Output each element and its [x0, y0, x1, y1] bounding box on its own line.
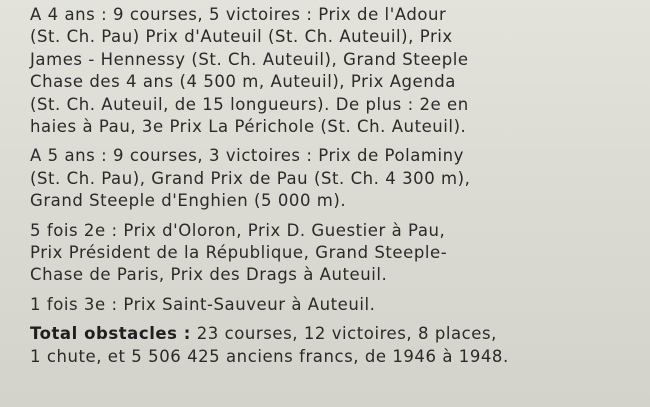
text-line: (St. Ch. Pau), Grand Prix de Pau (St. Ch. 4 300 m), [30, 168, 471, 188]
text-line: Grand Steeple d'Enghien (5 000 m). [30, 191, 347, 211]
text-line: Chase des 4 ans (4 500 m, Auteuil), Prix Agenda [30, 72, 456, 92]
text-line: haies à Pau, 3e Prix La Périchole (St. Ch. Auteuil). [30, 117, 467, 137]
text-line: James - Hennessy (St. Ch. Auteuil), Grand Steeple [30, 49, 469, 69]
text-line: (St. Ch. Auteuil, de 15 longueurs). De plus : 2e en [30, 94, 469, 114]
total-line-1 [30, 323, 630, 345]
paragraph-age-5 [30, 145, 630, 212]
text-line: (St. Ch. Pau) Prix d'Auteuil (St. Ch. Auteuil), Prix [30, 27, 453, 47]
document-text [30, 4, 630, 375]
text-line: A 5 ans : 9 courses, 3 victoires : Prix de Polaminy [30, 146, 464, 166]
paragraph-age-4 [30, 4, 630, 138]
text-line: 5 fois 2e : Prix d'Oloron, Prix D. Guestier à Pau, [30, 220, 446, 240]
text-line: Prix Président de la République, Grand Steeple- [30, 243, 448, 263]
text-line: Chase de Paris, Prix des Drags à Auteuil. [30, 265, 388, 285]
text-line: 1 fois 3e : Prix Saint-Sauveur à Auteuil. [30, 294, 376, 314]
total-line-1-rest: 23 courses, 12 victoires, 8 places, [190, 324, 497, 344]
paragraph-third-place [30, 294, 630, 316]
paragraph-second-places [30, 220, 630, 287]
total-line-2: 1 chute, et 5 506 425 anciens francs, de 1946 à 1948. [30, 346, 509, 366]
paragraph-total [30, 323, 630, 368]
text-line: A 4 ans : 9 courses, 5 victoires : Prix de l'Adour [30, 5, 447, 24]
total-label: Total obstacles : [30, 324, 191, 344]
